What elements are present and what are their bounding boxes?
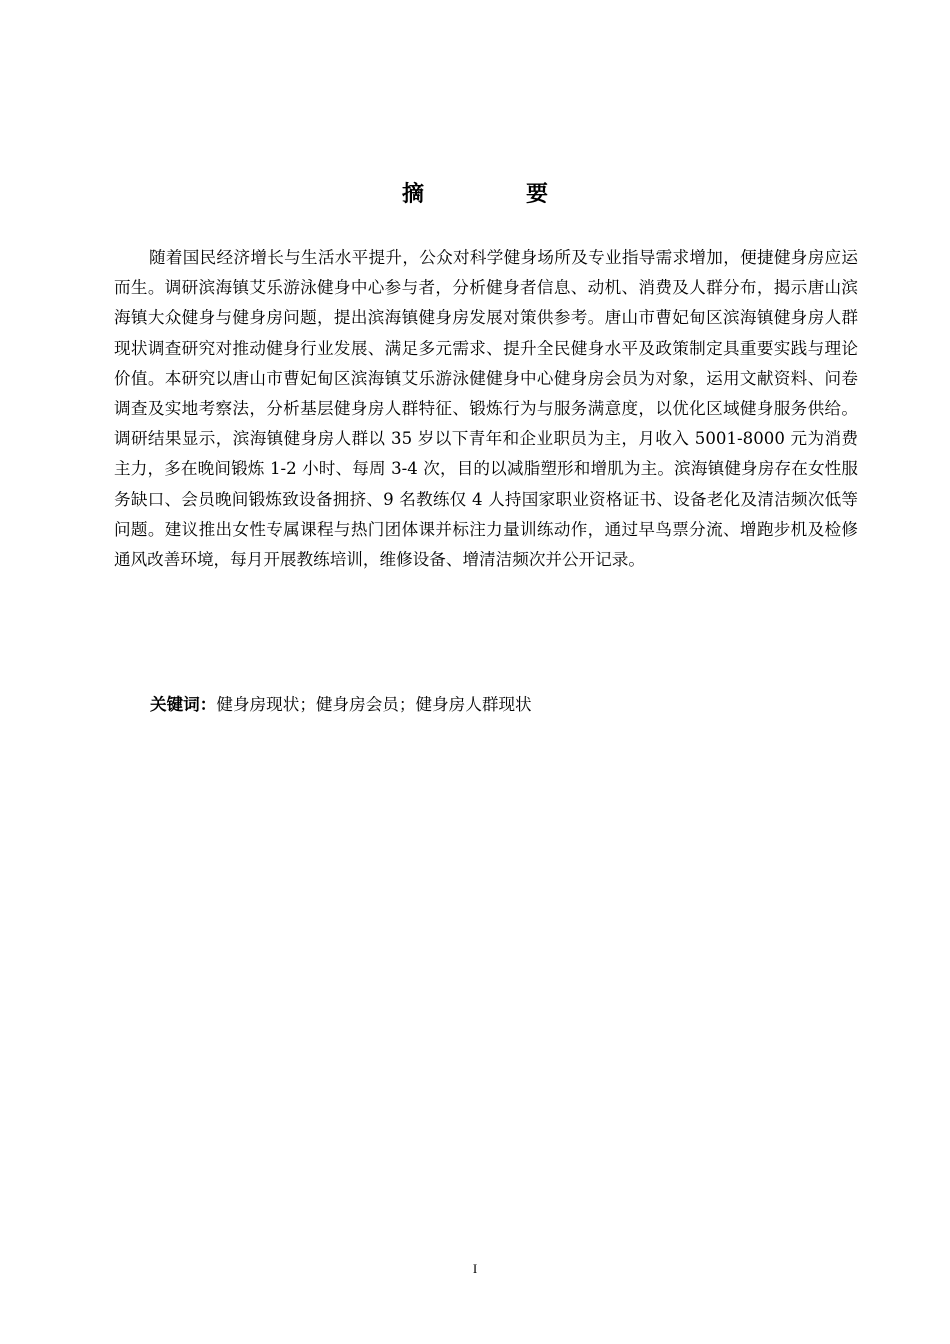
page-number: I <box>472 1261 478 1276</box>
keywords <box>150 690 850 720</box>
keywords-value: 健身房现状；健身房会员；健身房人群现状 <box>216 695 532 714</box>
keywords-label: 关键词： <box>150 695 217 714</box>
page-title: 摘 要 <box>401 182 588 207</box>
abstract-body: 随着国民经济增长与生活水平提升，公众对科学健身场所及专业指导需求增加，便捷健身房应运而生。调研滨海镇艾乐游泳健身中心参与者，分析健身者信息、动机、消费及人群分布，揭示唐山滨海镇大众健身与健身房问题，提出滨海镇健身房发展对策供参考。唐山市曹妃甸区滨海镇健身房人群现状调查研究对推动健身行业发展、满足多元需求、提升全民健身水平及政策制定具重要实践与理论价值。本研究以唐山市曹妃甸区滨海镇艾乐游泳健健身中心健身房会员为对象，运用文献资料、问卷调查及实地考察法，分析基层健身房人群特征、锻炼行为与服务满意度，以优化区域健身服务供给。调研结果显示，滨海镇健身房人群以 35 岁以下青年和企业职员为主，月收入 5001-8000 元为消费主力，多在晚间锻炼 1-2 小时、每周 3-4 次，目的以减脂塑形和增肌为主。滨海镇健身房存在女性服务缺口、会员晚间锻炼致设备拥挤、9 名教练仅 4 人持国家职业资格证书、设备老化及清洁频次低等问题。建议推出女性专属课程与热门团体课并标注力量训练动作，通过早鸟票分流、增跑步机及检修通风改善环境，每月开展教练培训，维修设备、增清洁频次并公开记录。 <box>114 248 858 570</box>
